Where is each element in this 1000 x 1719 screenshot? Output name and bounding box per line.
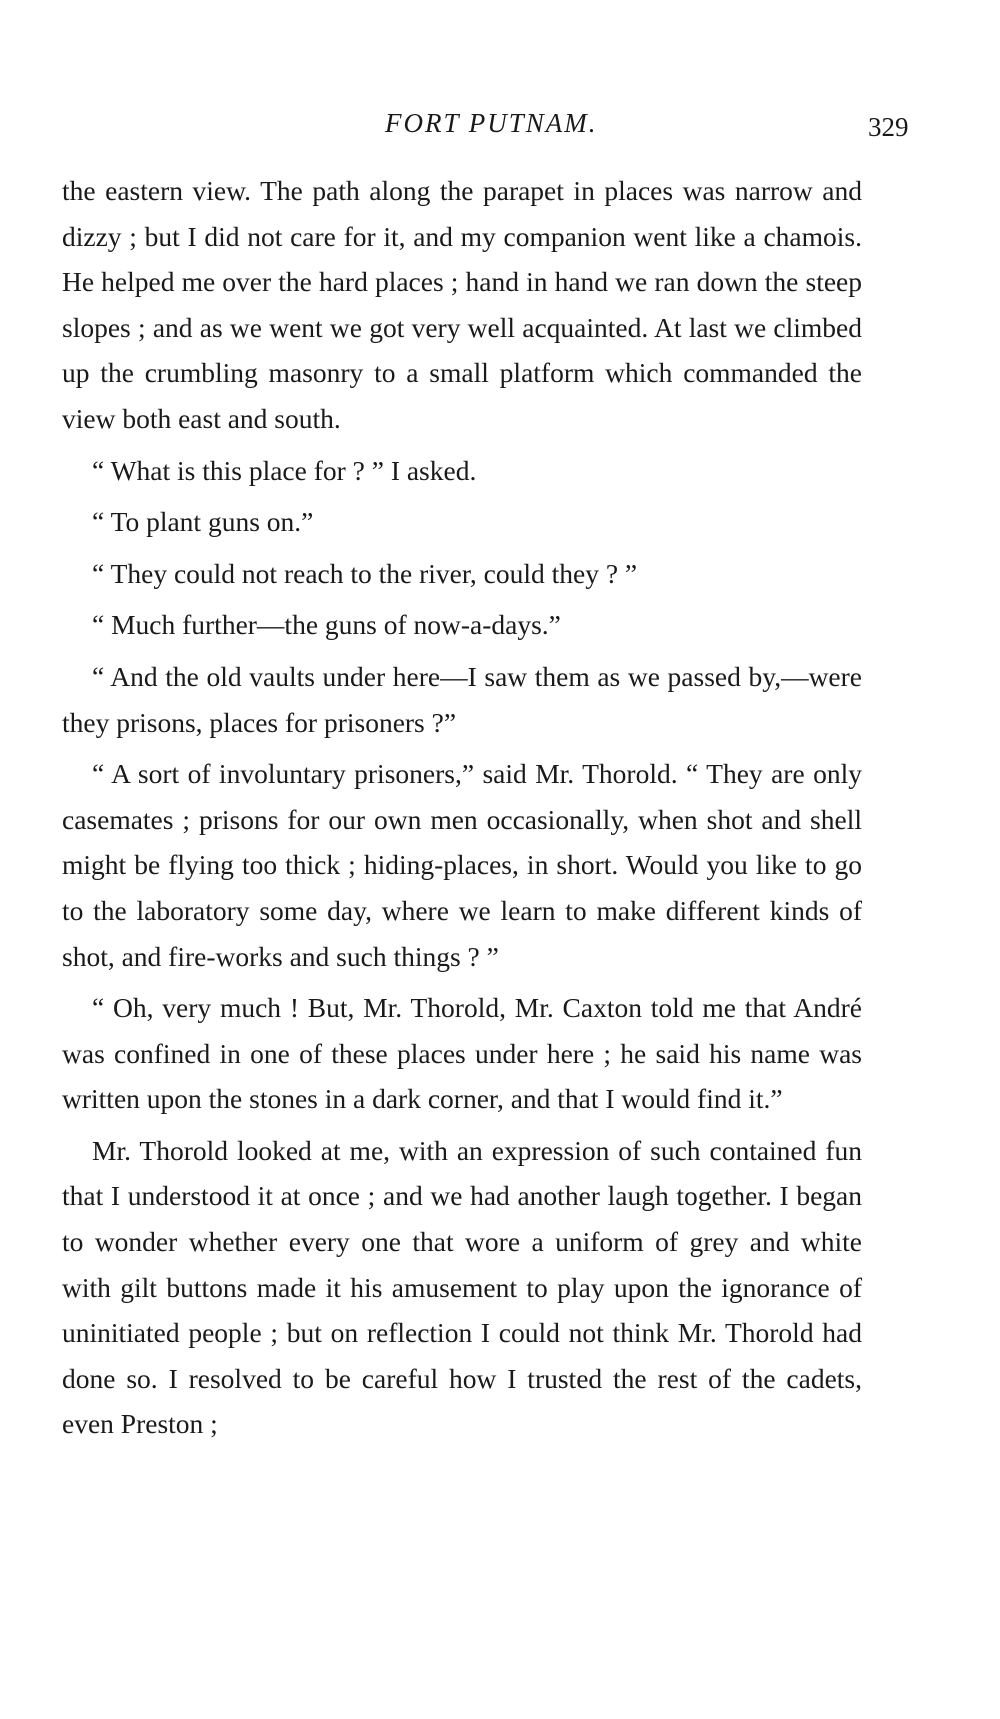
paragraph-dialogue: “ They could not reach to the river, could they ? ”	[92, 557, 638, 589]
paragraph-dialogue: “ A sort of involuntary prisoners,” said Mr. Thorold. “ They are only casemates ; prisons for our own men occasionally, when shot and shell might be flying too thick ; hiding-places, in short. Would you like to go to the laboratory some day, where we learn to make different kinds of shot, and fire-works and such things ? ”	[62, 758, 862, 972]
paragraph-dialogue: “ And the old vaults under here—I saw them as we passed by,—were they prisons, places for prisoners ?”	[62, 660, 862, 738]
running-title: FORT PUTNAM.	[385, 108, 598, 138]
paragraph-dialogue: “ Much further—the guns of now-a-days.”	[92, 609, 561, 641]
text-body	[62, 168, 862, 1447]
paragraph-dialogue: “ To plant guns on.”	[92, 506, 314, 538]
page-number: 329	[868, 112, 909, 142]
running-head	[0, 108, 1000, 148]
paragraph-narration: Mr. Thorold looked at me, with an expression of such contained fun that I understood it at once ; and we had another laugh together. I began to wonder whether every one that wore a uniform of grey and white with gilt buttons made it his amusement to play upon the ignorance of uninitiated people ; but on reflection I could not think Mr. Thorold had done so. I resolved to be careful how I trusted the rest of the cadets, even Preston ;	[62, 1134, 862, 1440]
paragraph-dialogue: “ Oh, very much ! But, Mr. Thorold, Mr. Caxton told me that André was confined in one of these places under here ; he said his name was written upon the stones in a dark corner, and that I would find it.”	[62, 992, 862, 1115]
paragraph-continuation: the eastern view. The path along the parapet in places was narrow and dizzy ; but I did not care for it, and my companion went like a chamois. He helped me over the hard places ; hand in hand we ran down the steep slopes ; and as we went we got very well acquainted. At last we climbed up the crumbling masonry to a small platform which commanded the view both east and south.	[62, 175, 862, 434]
paragraph-dialogue: “ What is this place for ? ” I asked.	[92, 454, 477, 486]
